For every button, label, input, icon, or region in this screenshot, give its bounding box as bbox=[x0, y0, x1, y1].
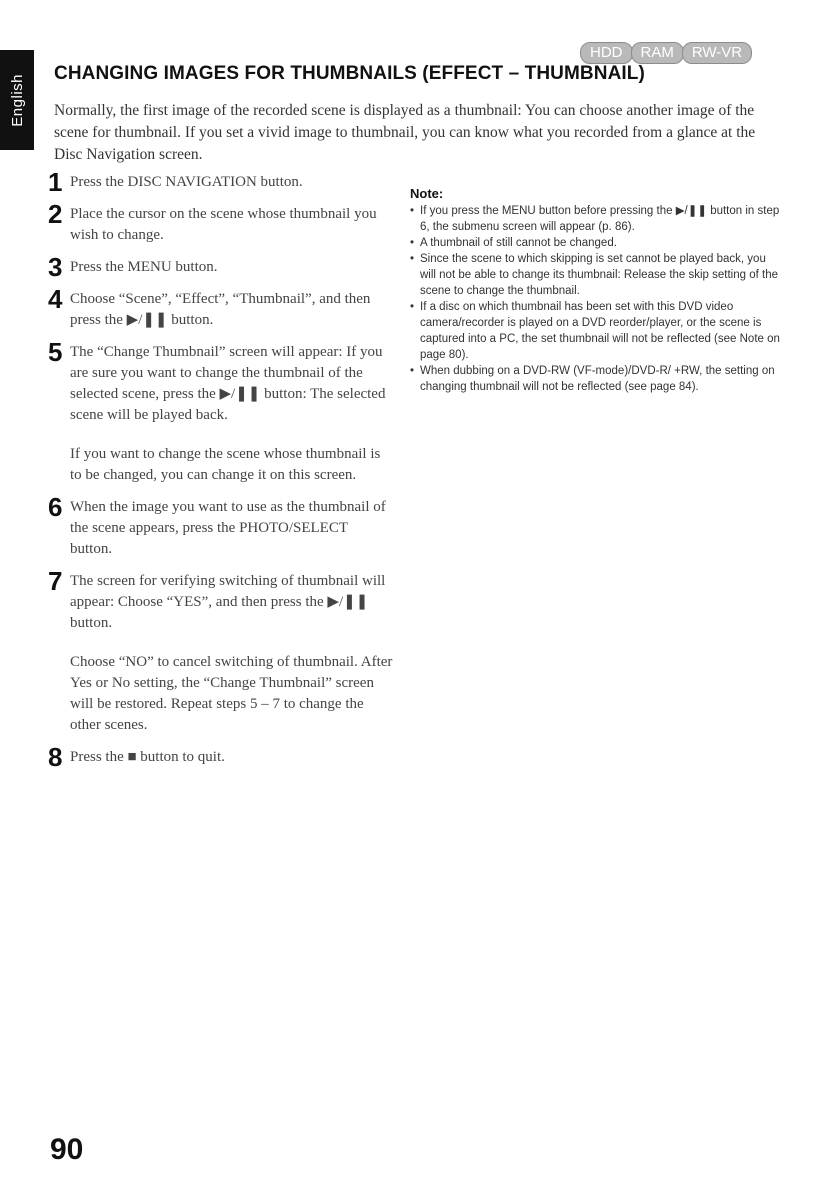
note-item: • If a disc on which thumbnail has been set with this DVD video camera/recorder is played on a DVD reorder/player, or the scene is captured into a PC, the set thumbnail will not be reflected (see Note on page 80). bbox=[410, 299, 780, 363]
note-item: • If you press the MENU button before pressing the ▶/❚❚ button in step 6, the submenu screen will appear (p. 86). bbox=[410, 203, 780, 235]
step-3 bbox=[48, 252, 393, 282]
step-1 bbox=[48, 167, 393, 197]
step-5 bbox=[48, 337, 393, 486]
badge-ram: RAM bbox=[631, 42, 684, 64]
step-text: The “Change Thumbnail” screen will appear: If you are sure you want to change the thumbnail of the selected scene, press the ▶/❚❚ button: The selected scene will be played back. bbox=[70, 344, 386, 423]
disc-type-badges bbox=[580, 42, 750, 64]
note-item: • A thumbnail of still cannot be changed. bbox=[410, 235, 780, 251]
page-number: 90 bbox=[50, 1133, 84, 1166]
step-text: Choose “Scene”, “Effect”, “Thumbnail”, and then press the ▶/❚❚ button. bbox=[70, 291, 371, 328]
step-6 bbox=[48, 492, 393, 560]
step-subtext: If you want to change the scene whose thumbnail is to be changed, you can change it on this screen. bbox=[70, 446, 381, 483]
step-2 bbox=[48, 199, 393, 246]
badge-rw-vr: RW-VR bbox=[682, 42, 752, 64]
language-tab-label: English bbox=[8, 73, 26, 127]
badge-hdd: HDD bbox=[580, 42, 633, 64]
step-number: 8 bbox=[48, 742, 63, 772]
page-title: CHANGING IMAGES FOR THUMBNAILS (EFFECT – THUMBNAIL) bbox=[54, 63, 645, 84]
step-number: 4 bbox=[48, 284, 63, 314]
note-box bbox=[410, 186, 780, 395]
step-7 bbox=[48, 566, 393, 736]
note-list bbox=[410, 203, 780, 395]
step-text: Press the MENU button. bbox=[70, 259, 218, 275]
step-number: 2 bbox=[48, 199, 63, 229]
step-text: Place the cursor on the scene whose thumbnail you wish to change. bbox=[70, 206, 377, 243]
step-number: 6 bbox=[48, 492, 63, 522]
step-text: Press the ■ button to quit. bbox=[70, 749, 225, 765]
step-text: Press the DISC NAVIGATION button. bbox=[70, 174, 303, 190]
note-title: Note: bbox=[410, 186, 444, 201]
step-number: 5 bbox=[48, 337, 63, 367]
language-tab bbox=[0, 50, 34, 150]
step-subtext: Choose “NO” to cancel switching of thumbnail. After Yes or No setting, the “Change Thumbnail” screen will be restored. Repeat steps 5 – 7 to change the other scenes. bbox=[70, 654, 393, 733]
step-number: 7 bbox=[48, 566, 63, 596]
note-item: • When dubbing on a DVD-RW (VF-mode)/DVD-R/ +RW, the setting on changing thumbnail will not be reflected (see page 84). bbox=[410, 363, 780, 395]
step-text: When the image you want to use as the thumbnail of the scene appears, press the PHOTO/SELECT button. bbox=[70, 499, 386, 557]
step-number: 1 bbox=[48, 167, 63, 197]
step-text: The screen for verifying switching of thumbnail will appear: Choose “YES”, and then press the ▶/❚❚ button. bbox=[70, 573, 386, 631]
steps-column bbox=[48, 167, 393, 779]
step-8 bbox=[48, 742, 393, 772]
step-number: 3 bbox=[48, 252, 63, 282]
note-item: • Since the scene to which skipping is set cannot be played back, you will not be able to change its thumbnail: Release the skip setting of the scene to change the thumbnail. bbox=[410, 251, 780, 299]
intro-paragraph: Normally, the first image of the recorded scene is displayed as a thumbnail: You can choose another image of the scene for thumbnail. If you set a vivid image to thumbnail, you can know what you recorded from a glance at the Disc Navigation screen. bbox=[54, 102, 756, 163]
step-4 bbox=[48, 284, 393, 331]
